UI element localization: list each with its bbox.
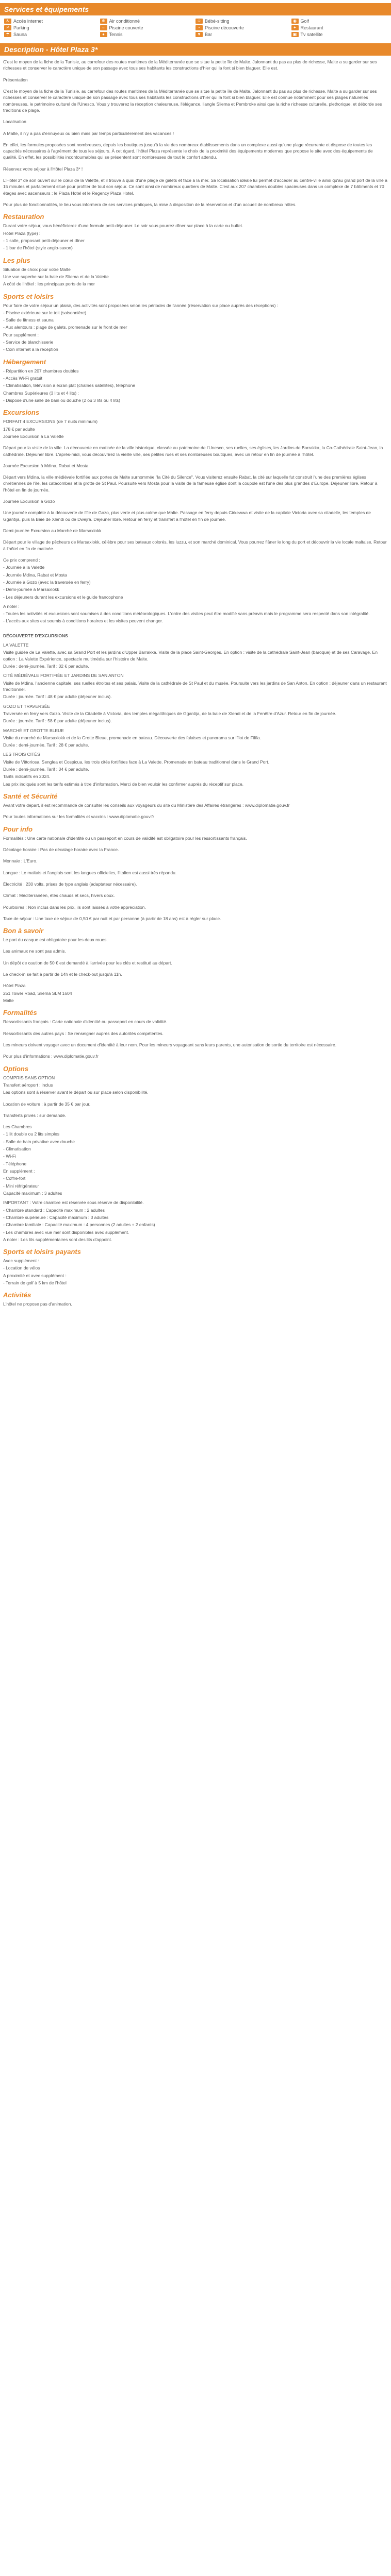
text-line: - Accès Wi-Fi gratuit xyxy=(3,376,43,381)
text-line: Pour faire de votre séjour un plaisir, des activités sont proposées selon les périodes de l'année (réservation sur place auprès des réceptions) : xyxy=(3,302,279,308)
sports-body xyxy=(3,302,388,353)
text-line: Visite de Mdina, l'ancienne capitale, ses ruelles étroites et ses palais. Visite de la cathédrale de St Paul et du musée. Poursuite vers les jardins de San Anton. En option : déjeuner dans un restaurant traditionnel. xyxy=(3,680,387,692)
text-line: Hôtel Plaza xyxy=(3,983,26,989)
text-line: Les Chambres xyxy=(3,1124,32,1130)
text-line: CITÉ MÉDIÉVALE FORTIFIÉE ET JARDINS DE SAN ANTON xyxy=(3,673,124,679)
hebergement-body xyxy=(3,368,388,404)
service-label: Bar xyxy=(205,32,213,37)
service-item xyxy=(196,25,291,30)
text-line: - Mini réfrigérateur xyxy=(3,1183,39,1189)
text-line: FORFAIT 4 EXCURSIONS (de 7 nuits minimum) xyxy=(3,419,98,425)
text-line: Une journée complète à la découverte de l'île de Gozo, plus verte et plus calme que Malte. Passage en ferry depuis Cirkewwa et visite de la capitale Victoria avec sa citadelle, les temples de Ggantija, puis la Baie de Xlendi ou de Dwejra. Déjeuner libre. Retour en ferry et transfert à l'hôtel en fin de journée. xyxy=(3,510,371,522)
activites-body xyxy=(3,1301,388,1307)
text-line: Ressortissants français : Carte nationale d'identité ou passeport en cours de validité. xyxy=(3,1019,168,1025)
service-label: Tv satellite xyxy=(300,32,323,37)
text-line: Visite de Vittoriosa, Senglea et Cospicua, les trois cités fortifiées face à La Valette. Promenade en bateau traditionnel dans le Grand Port. xyxy=(3,759,269,765)
text-line: Tarifs indicatifs en 2024. xyxy=(3,774,51,779)
service-label: Tennis xyxy=(109,32,123,37)
service-item xyxy=(100,25,196,30)
parking-icon: P xyxy=(4,25,11,30)
tennis-icon: ● xyxy=(100,32,107,37)
text-line: En effet, les formules proposées sont nombreuses, depuis les boutiques jusqu'à la vie des nombreux établissements dans un complexe aussi qu'une plage récurrente et dispose de toutes les capacités nécessaires à l'agrément de tous les séjours. À cet égard, l'hôtel Plaza représente le choix de la proximité des équipements modernes que propose le site avec des équipements de qualité. En effet, les possibilités incontournables qui se présentent sont nombreuses de tout le confort attendu. xyxy=(3,142,373,160)
description-intro xyxy=(3,59,388,208)
text-line: - Location de vélos xyxy=(3,1265,40,1271)
services-grid xyxy=(0,18,391,41)
text-line: - Piscine extérieure sur le toit (saisonnière) xyxy=(3,310,87,315)
description-title: Description - Hôtel Plaza 3* xyxy=(0,43,391,56)
formalites-title: Formalités xyxy=(3,1009,37,1017)
text-line: Demi-journée Excursion au Marché de Marsaxlokk xyxy=(3,528,102,533)
text-line: A Malte, il n'y a pas d'ennuyeux ou bien mais par temps particulièrement des vacances ! xyxy=(3,130,174,136)
text-line: Journée Excursion à La Valette xyxy=(3,433,64,439)
text-line: 251 Tower Road, Sliema SLM 1604 xyxy=(3,990,72,996)
text-line: 178 € par adulte xyxy=(3,426,35,432)
text-line: Le check-in se fait à partir de 14h et le check-out jusqu'à 11h. xyxy=(3,972,122,977)
text-line: - 1 lit double ou 2 lits simples xyxy=(3,1131,60,1137)
text-line: - Salle de fitness et sauna xyxy=(3,317,54,323)
text-line: Pourboires : Non inclus dans les prix, ils sont laissés à votre appréciation. xyxy=(3,904,146,910)
text-line: A noter : Les lits supplémentaires sont des lits d'appoint. xyxy=(3,1236,112,1242)
restauration-body xyxy=(3,223,388,251)
text-line: Localisation xyxy=(3,119,26,125)
text-line: Avec supplément : xyxy=(3,1258,39,1264)
text-line: Le port du casque est obligatoire pour les deux roues. xyxy=(3,937,108,943)
service-item xyxy=(196,19,291,24)
text-line: Durée : demi-journée. Tarif : 28 € par adulte. xyxy=(3,742,89,748)
tv-icon: ▣ xyxy=(291,32,299,37)
text-line: - Journée à Gozo (avec la traversée en ferry) xyxy=(3,579,91,585)
bar-icon: ▼ xyxy=(196,32,203,37)
decouverte-body xyxy=(3,642,388,787)
text-line: MARCHÉ ET GROTTE BLEUE xyxy=(3,727,64,733)
text-line: C'est le moyen de la fiche de la Tunisie, au carrefour des routes maritimes de la Méditerranée que se situe la petite île de Malte. Jalonnant du pas au plus de richesse, Malte a su garder sur ses richesses et conserver le caractère unique de son passage avec tous ses habitants les constructions d'hier qui la font si bien blaguer. Elle est connue notamment pour ses plages naturelles nombreuses, le patrimoine culturel de l'Unesco. Vous y trouverez la réception chaleureuse, l'élégance, l'angle Sliema et Pembroke ainsi que la riche richesse culturelle, plethorique, et déborde ses traditions de plage. xyxy=(3,88,382,113)
snowflake-icon: ❄ xyxy=(100,19,107,24)
sports2-title: Sports et loisirs payants xyxy=(3,1248,81,1256)
activites-title: Activités xyxy=(3,1291,31,1299)
text-line: - L'accès aux sites est soumis à conditions horaires et les visites peuvent changer. xyxy=(3,618,163,624)
text-line: - Terrain de golf à 5 km de l'hôtel xyxy=(3,1280,67,1286)
text-line: Journée Excursion à Gozo xyxy=(3,499,55,504)
text-line: - Téléphone xyxy=(3,1161,27,1166)
hebergement-title: Hébergement xyxy=(3,358,46,366)
service-item xyxy=(291,19,387,24)
text-line: Départ pour la visite de la ville. La découverte en matinée de la ville historique, classée au patrimoine de l'Unesco, ses ruelles, ses églises, les Jardins de Barrakka, la Co-Cathédrale Saint-Jean, la cathédrale. Déjeuner libre. L'après-midi, vous découvrirez la vieille ville, ses petites rues et ses nombreuses boutiques, avec un retour en fin de journée à l'hôtel. xyxy=(3,445,383,457)
text-line: L'Hôtel 3* de son ouvert sur le cœur de la Valette, et il trouve à quai d'une plage de galets et face à la mer. Sa localisation idéale lui permet d'accéder au centre-ville ainsi qu'au grand port de la ville à 15 minutes et parfaitement situé pour profiter de tout son séjour. Ce sont ainsi de nombreux quartiers de Malte. C'est aux 207 chambres doubles spacieuses dans un complexe de 7 bâtiments et 70 étages avec ascenseurs : le Plaza Hotel et le Regency Plaza Hotel. xyxy=(3,178,387,196)
formalites-body xyxy=(3,1019,388,1059)
text-line: Transfert aéroport : inclus xyxy=(3,1082,53,1088)
content xyxy=(0,59,391,1308)
text-line: Situation de choix pour votre Malte xyxy=(3,266,71,272)
text-line: - Journée Mdina, Rabat et Mosta xyxy=(3,572,67,578)
text-line: Hôtel Plaza (type) : xyxy=(3,230,41,236)
wifi-icon: ◉ xyxy=(291,19,299,24)
text-line: - Climatisation xyxy=(3,1146,31,1152)
text-line: Pour plus d'informations : www.diplomatie.gouv.fr xyxy=(3,1054,99,1059)
text-line: - Dispose d'une salle de bain ou douche (2 ou 3 lits ou 4 lits) xyxy=(3,397,121,403)
text-line: Les animaux ne sont pas admis. xyxy=(3,948,66,954)
text-line: Présentation xyxy=(3,77,28,82)
text-line: Journée Excursion à Mdina, Rabat et Mosta xyxy=(3,463,89,468)
text-line: Monnaie : L'Euro. xyxy=(3,858,38,864)
sports2-body xyxy=(3,1258,388,1286)
service-label: Piscine couverte xyxy=(109,25,143,30)
text-line: Formalités : Une carte nationale d'identité ou un passeport en cours de validité est obligatoire pour les ressortissants français. xyxy=(3,835,247,841)
text-line: - Service de blanchisserie xyxy=(3,340,54,345)
service-item xyxy=(100,32,196,37)
service-item xyxy=(100,19,196,24)
restauration-title: Restauration xyxy=(3,213,44,221)
sante-body xyxy=(3,802,388,820)
text-line: - 1 salle, proposant petit-déjeuner et dîner xyxy=(3,238,85,243)
text-line: Taxe de séjour : Une taxe de séjour de 0,50 € par nuit et par personne (à partir de 18 ans) est à régler sur place. xyxy=(3,916,221,921)
text-line: - Chambre supérieure : Capacité maximum : 3 adultes xyxy=(3,1214,109,1220)
sports-title: Sports et loisirs xyxy=(3,292,54,300)
service-item xyxy=(291,25,387,30)
text-line: Un dépôt de caution de 50 € est demandé à l'arrivée pour les clés et restitué au départ. xyxy=(3,960,172,965)
service-label: Piscine découverte xyxy=(205,25,245,30)
decouverte-title: DÉCOUVERTE D'EXCURSIONS xyxy=(3,633,68,638)
sante-title: Santé et Sécurité xyxy=(3,792,58,800)
text-line: Avant votre départ, il est recommandé de consulter les conseils aux voyageurs du site du Ministère des Affaires étrangères : www.diplomatie.gouv.fr xyxy=(3,803,290,808)
text-line: Pour supplément : xyxy=(3,332,39,337)
text-line: Électricité : 230 volts, prises de type anglais (adaptateur nécessaire). xyxy=(3,881,137,887)
shower-icon: ☂ xyxy=(4,32,11,37)
text-line: - 1 bar de l'hôtel (style anglo-saxon) xyxy=(3,245,73,251)
text-line: L'hôtel ne propose pas d'animation. xyxy=(3,1301,72,1307)
text-line: A noter : xyxy=(3,603,20,609)
plus-body xyxy=(3,266,388,287)
text-line: LES TROIS CITÉS xyxy=(3,752,40,757)
restaurant-icon: ✦ xyxy=(291,25,299,30)
text-line: Langue : Le maltais et l'anglais sont les langues officielles, l'italien est aussi très répandu. xyxy=(3,870,177,875)
text-line: Départ pour le village de pêcheurs de Marsaxlokk, célèbre pour ses bateaux colorés, les luzzu, et son marché dominical. Vous pourrez flâner le long du port et découvrir la vie locale maltaise. Retour à l'hôtel en fin de matinée. xyxy=(3,539,387,551)
plus-title: Les plus xyxy=(3,256,30,264)
pool-icon: ≈ xyxy=(100,25,107,30)
bon-savoir-body xyxy=(3,937,388,1004)
text-line: Départ vers Mdina, la ville médiévale fortifiée aux portes de Malte surnommée "la Cité du Silence". Vous visiterez ensuite Rabat, la cité sur laquelle fut construit l'une des premières églises chrétiennes de l'île, les catacombes et la grotte de St Paul. Poursuite vers Mosta pour la visite de la fameuse église dont la coupole est l'une des plus grandes d'Europe. Déjeuner libre. Retour à l'hôtel en fin de journée. xyxy=(3,474,378,493)
service-label: Accès internet xyxy=(13,19,43,24)
service-label: Air conditionné xyxy=(109,19,140,24)
text-line: GOZO ET TRAVERSÉE xyxy=(3,703,51,709)
text-line: Chambres Supérieures (3 lits et 4 lits) : xyxy=(3,390,79,396)
service-label: Sauna xyxy=(13,32,27,37)
wheelchair-icon: ♿ xyxy=(4,19,11,24)
excursions-body xyxy=(3,418,388,624)
excursions-title: Excursions xyxy=(3,409,40,417)
infos-title: Pour info xyxy=(3,825,33,833)
text-line: Visite guidée de La Valette, avec sa Grand Port et les jardins d'Upper Barrakka. Visite de la place Saint-Georges. En option : visite de la cathédrale Saint-Jean (baroque) et de ses Caravage. En option : La Valette Expérience, spectacle multimédia sur l'histoire de Malte. xyxy=(3,650,378,662)
service-item xyxy=(4,32,100,37)
text-line: IMPORTANT : Votre chambre est réservée sous réserve de disponibilité. xyxy=(3,1200,144,1206)
text-line: Réservez votre séjour à l'Hôtel Plaza 3* ! xyxy=(3,166,83,172)
text-line: Durant votre séjour, vous bénéficierez d'une formule petit-déjeuner. Le soir vous pourrez dîner sur place à la carte ou buffet. xyxy=(3,223,243,229)
service-item xyxy=(4,25,100,30)
infos-body xyxy=(3,835,388,922)
text-line: Pour plus de fonctionnalités, le lieu vous informera de ses services pratiques, la mise à disposition de la réservation et d'un accueil de nombreux hôtes. xyxy=(3,202,297,207)
text-line: Capacité maximum : 3 adultes xyxy=(3,1190,62,1196)
text-line: Malte xyxy=(3,998,14,1003)
text-line: Visite du marché de Marsaxlokk et de la Grotte Bleue, promenade en bateau. Découverte des falaises et panorama sur l'îlot de Filfla. xyxy=(3,735,261,740)
services-title: Services et équipements xyxy=(0,3,391,15)
baby-icon: ☺ xyxy=(196,19,203,24)
service-item xyxy=(291,32,387,37)
text-line: A côté de l'hôtel : les principaux ports de la mer xyxy=(3,281,95,287)
options-title: Options xyxy=(3,1064,29,1073)
text-line: Les prix indiqués sont les tarifs estimés à titre d'information. Merci de bien vouloir les confirmer auprès du réceptif sur place. xyxy=(3,781,244,787)
text-line: - Journée à la Valette xyxy=(3,565,45,570)
text-line: Ressortissants des autres pays : Se renseigner auprès des autorités compétentes. xyxy=(3,1030,164,1036)
text-line: - Coin internet à la réception xyxy=(3,347,58,352)
text-line: Transferts privés : sur demande. xyxy=(3,1112,67,1118)
text-line: Les options sont à réserver avant le départ ou sur place selon disponibilité. xyxy=(3,1090,149,1095)
text-line: - Les chambres avec vue mer sont disponibles avec supplément. xyxy=(3,1229,129,1235)
text-line: COMPRIS SANS OPTION xyxy=(3,1075,55,1080)
text-line: - Climatisation, télévision à écran plat (chaînes satellites), téléphone xyxy=(3,383,136,388)
service-label: Golf xyxy=(300,19,309,24)
bon-savoir-title: Bon à savoir xyxy=(3,927,44,935)
service-item xyxy=(4,19,100,24)
options-body xyxy=(3,1075,388,1243)
text-line: - Les déjeuners durant les excursions et le guide francophone xyxy=(3,594,123,600)
service-label: Parking xyxy=(13,25,29,30)
text-line: - Répartition en 207 chambres doubles xyxy=(3,368,79,374)
text-line: Location de voiture : à partir de 35 € par jour. xyxy=(3,1101,91,1107)
text-line: - Demi-journée à Marsaxlokk xyxy=(3,587,59,592)
text-line: - Wi-Fi xyxy=(3,1154,17,1159)
text-line: - Aux alentours : plage de galets, promenade sur le front de mer xyxy=(3,325,127,330)
service-label: Bébé-sitting xyxy=(205,19,230,24)
text-line: Les mineurs doivent voyager avec un document d'identité à leur nom. Pour les mineurs voyageant sans leurs parents, une autorisation de sortie du territoire est nécessaire. xyxy=(3,1042,337,1047)
text-line: Durée : demi-journée. Tarif : 34 € par adulte. xyxy=(3,767,89,772)
text-line: - Toutes les activités et excursions sont soumises à des conditions météorologiques. L'ordre des visites peut être modifié sans préavis mais le programme sera respecté dans son intégralité. xyxy=(3,611,370,617)
text-line: Durée : demi-journée. Tarif : 32 € par adulte. xyxy=(3,664,89,669)
text-line: Pour toutes informations sur les formalités et vaccins : www.diplomatie.gouv.fr xyxy=(3,814,154,820)
text-line: C'est le moyen de la fiche de la Tunisie, au carrefour des routes maritimes de la Méditerranée que se situe la petite île de Malte. Jalonnant du pas au plus de richesse, Malte a su garder sur ses richesses et conserver le caractère unique de son passage avec tous ses habitants les constructions d'hier qui la font si bien blaguer. Elle est. xyxy=(3,59,377,71)
pool-outdoor-icon: ~ xyxy=(196,25,203,30)
text-line: Décalage horaire : Pas de décalage horaire avec la France. xyxy=(3,846,119,852)
text-line: A proximité et avec supplément : xyxy=(3,1273,67,1278)
text-line: - Chambre standard : Capacité maximum : 2 adultes xyxy=(3,1207,105,1213)
text-line: Ce prix comprend : xyxy=(3,557,40,563)
text-line: Traversée en ferry vers Gozo. Visite de la Citadelle à Victoria, des temples mégalithiques de Ggantija, de la baie de Xlendi et de la Fenêtre d'Azur. Retour en fin de journée. xyxy=(3,710,336,716)
text-line: - Coffre-fort xyxy=(3,1176,26,1181)
text-line: - Chambre familiale : Capacité maximum : 4 personnes (2 adultes + 2 enfants) xyxy=(3,1222,155,1228)
text-line: En supplément : xyxy=(3,1168,35,1174)
text-line: Durée : journée. Tarif : 48 € par adulte (déjeuner inclus). xyxy=(3,694,112,700)
text-line: - Salle de bain privative avec douche xyxy=(3,1139,75,1144)
text-line: Une vue superbe sur la baie de Sliema et de la Valette xyxy=(3,274,109,279)
text-line: Climat : Méditerranéen, étés chauds et secs, hivers doux. xyxy=(3,893,115,899)
text-line: Durée : journée. Tarif : 58 € par adulte (déjeuner inclus). xyxy=(3,718,112,724)
service-item xyxy=(196,32,291,37)
text-line: LA VALETTE xyxy=(3,642,29,648)
service-label: Restaurant xyxy=(300,25,323,30)
